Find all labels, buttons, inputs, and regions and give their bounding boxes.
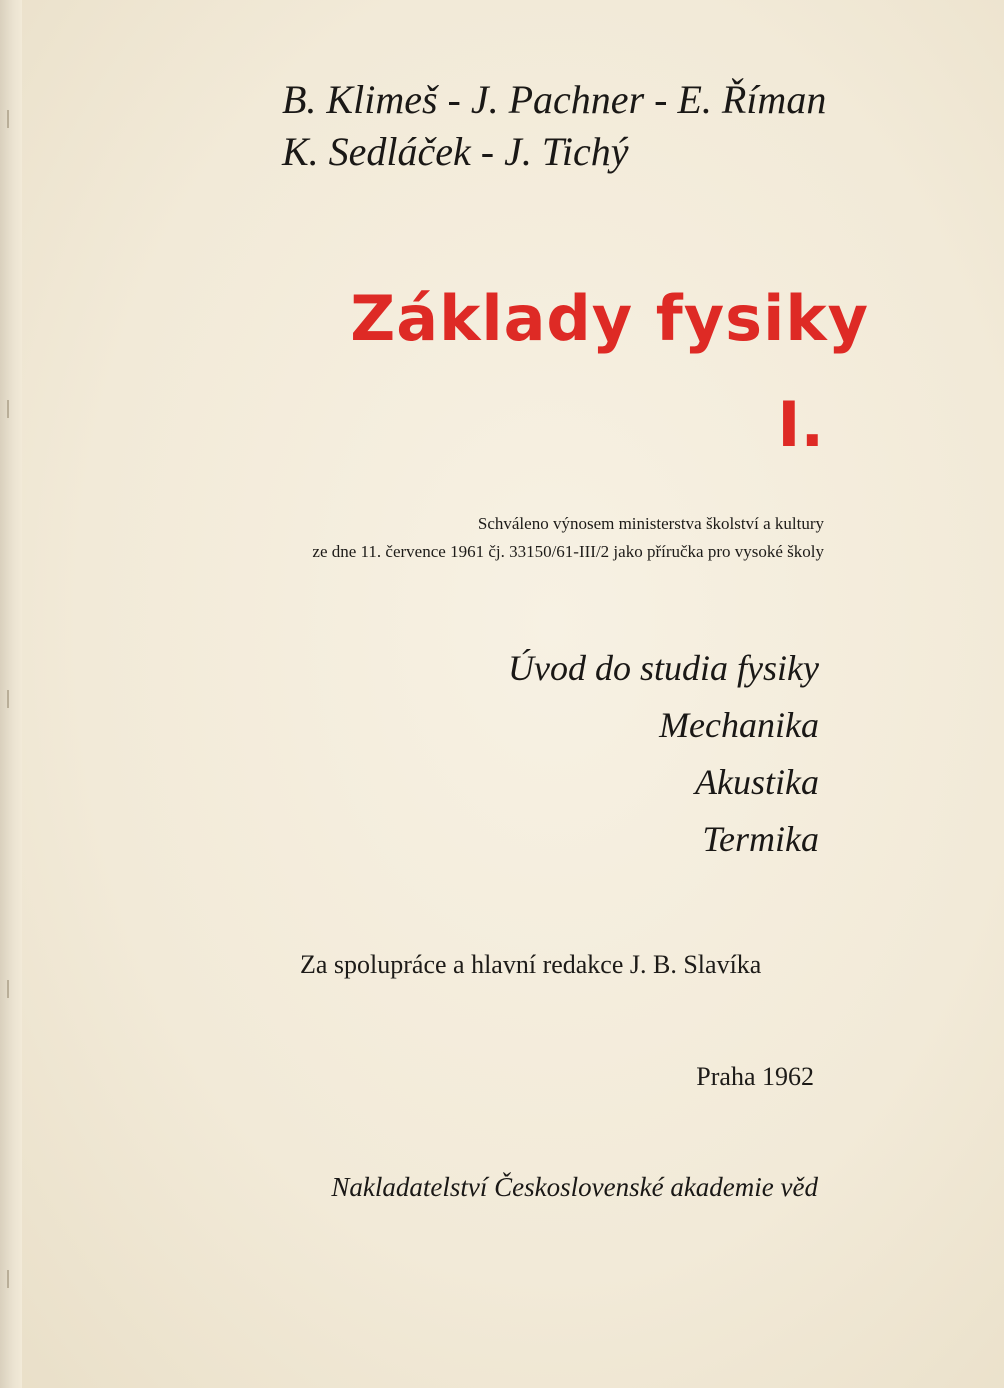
publisher: Nakladatelství Československé akademie věd xyxy=(331,1172,818,1202)
approval-note xyxy=(312,510,824,566)
contents-item: Mechanika xyxy=(659,705,819,745)
volume-number: I. xyxy=(777,388,824,461)
collaboration-credit: Za spolupráce a hlavní redakce J. B. Slavíka xyxy=(300,950,762,979)
book-spine-edge xyxy=(0,0,22,1388)
binding-stitch xyxy=(7,400,9,418)
binding-stitch xyxy=(7,690,9,708)
approval-line-2: ze dne 11. července 1961 čj. 33150/61-III/2 jako příručka pro vysoké školy xyxy=(312,542,824,561)
binding-stitch xyxy=(7,110,9,128)
contents-list xyxy=(508,640,819,868)
contents-item: Úvod do studia fysiky xyxy=(508,648,819,688)
authors xyxy=(282,74,826,178)
binding-stitch xyxy=(7,980,9,998)
binding-stitch xyxy=(7,1270,9,1288)
approval-line-1: Schváleno výnosem ministerstva školství a kultury xyxy=(477,514,824,533)
authors-line-1: B. Klimeš - J. Pachner - E. Říman xyxy=(282,77,827,122)
book-title: Základy fysiky xyxy=(350,282,869,355)
contents-item: Termika xyxy=(702,819,819,859)
place-and-year: Praha 1962 xyxy=(696,1062,814,1091)
contents-item: Akustika xyxy=(695,762,819,802)
authors-line-2: K. Sedláček - J. Tichý xyxy=(282,129,629,174)
